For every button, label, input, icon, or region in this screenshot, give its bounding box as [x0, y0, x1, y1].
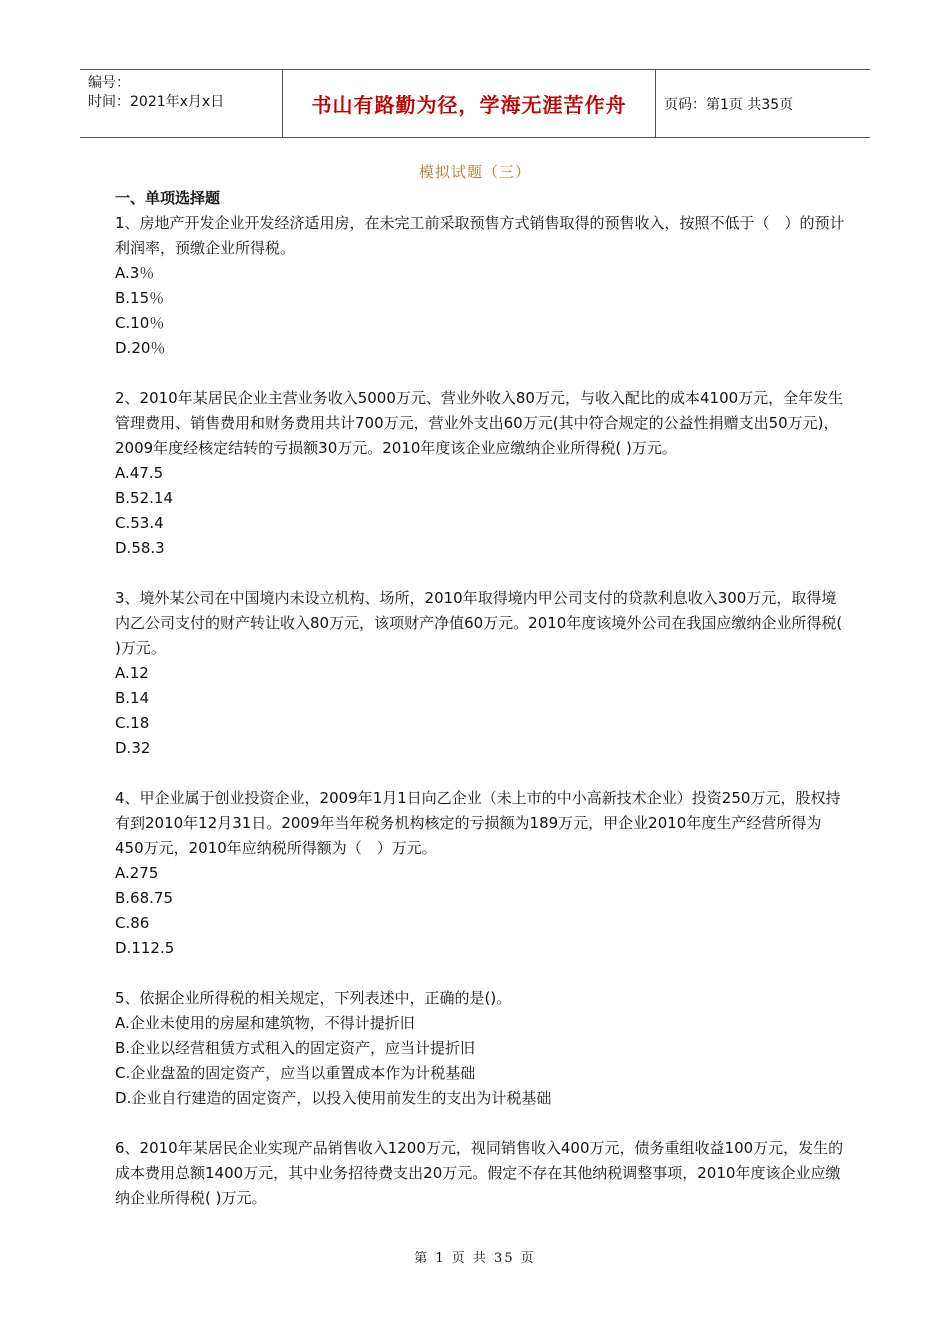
question-stem: 6、2010年某居民企业实现产品销售收入1200万元，视同销售收入400万元，债务重组收益100万元，发生的成本费用总额1400万元，其中业务招待费支出20万元。假定不存在其他纳税调整事项，2010年度该企业应缴纳企业所得税( )万元。 — [115, 1139, 844, 1207]
document-title: 模拟试题（三） — [418, 163, 531, 181]
option-a: A.3％ — [115, 264, 155, 282]
option-c: C.53.4 — [115, 514, 164, 532]
question-stem: 3、境外某公司在中国境内未设立机构、场所，2010年取得境内甲公司支付的贷款利息收入300万元，取得境内乙公司支付的财产转让收入80万元，该项财产净值60万元。2010年度该境外公司在我国应缴纳企业所得税( )万元。 — [115, 589, 843, 657]
option-d: D.58.3 — [115, 539, 165, 557]
question-4 — [115, 786, 845, 961]
option-b: B.15％ — [115, 289, 165, 307]
option-c: C.10％ — [115, 314, 165, 332]
content-area — [115, 186, 845, 1236]
time-label: 时间：2021年x月x日 — [88, 94, 225, 110]
question-stem: 5、依据企业所得税的相关规定，下列表述中，正确的是()。 — [115, 989, 512, 1007]
question-stem: 4、甲企业属于创业投资企业，2009年1月1日向乙企业（未上市的中小高新技术企业）投资250万元，股权持有到2010年12月31日。2009年当年税务机构核定的亏损额为189万元，甲企业2010年度生产经营所得为450万元，2010年应纳税所得额为（ ）万元。 — [115, 789, 841, 857]
page-info: 页码：第1页 共35页 — [664, 96, 794, 113]
option-a: A.47.5 — [115, 464, 164, 482]
option-a: A.275 — [115, 864, 159, 882]
question-1 — [115, 211, 845, 361]
option-c: C.18 — [115, 714, 150, 732]
number-label: 编号： — [88, 75, 130, 91]
section-heading: 一、单项选择题 — [115, 189, 221, 207]
question-3 — [115, 586, 845, 761]
page-footer: 第 1 页 共 35 页 — [414, 1251, 536, 1266]
option-b: B.68.75 — [115, 889, 174, 907]
question-2 — [115, 386, 845, 561]
option-a: A.企业未使用的房屋和建筑物，不得计提折旧 — [115, 1014, 415, 1032]
question-stem: 1、房地产开发企业开发经济适用房，在未完工前采取预售方式销售取得的预售收入，按照不低于（ ）的预计利润率，预缴企业所得税。 — [115, 214, 845, 257]
question-6 — [115, 1136, 845, 1211]
option-c: C.86 — [115, 914, 150, 932]
header-table — [80, 69, 870, 138]
header-left-cell — [80, 70, 282, 137]
motto: 书山有路勤为径，学海无涯苦作舟 — [282, 70, 656, 137]
question-5 — [115, 986, 845, 1111]
option-d: D.企业自行建造的固定资产，以投入使用前发生的支出为计税基础 — [115, 1089, 552, 1107]
option-d: D.32 — [115, 739, 151, 757]
option-b: B.企业以经营租赁方式租入的固定资产，应当计提折旧 — [115, 1039, 476, 1057]
option-b: B.52.14 — [115, 489, 174, 507]
option-b: B.14 — [115, 689, 150, 707]
option-d: D.112.5 — [115, 939, 175, 957]
option-a: A.12 — [115, 664, 149, 682]
option-c: C.企业盘盈的固定资产，应当以重置成本作为计税基础 — [115, 1064, 476, 1082]
question-stem: 2、2010年某居民企业主营业务收入5000万元、营业外收入80万元，与收入配比的成本4100万元，全年发生管理费用、销售费用和财务费用共计700万元，营业外支出60万元(其中符合规定的公益性捐赠支出50万元)，2009年度经核定结转的亏损额30万元。2010年度该企业应缴纳企业所得税( )万元。 — [115, 389, 844, 457]
option-d: D.20％ — [115, 339, 166, 357]
